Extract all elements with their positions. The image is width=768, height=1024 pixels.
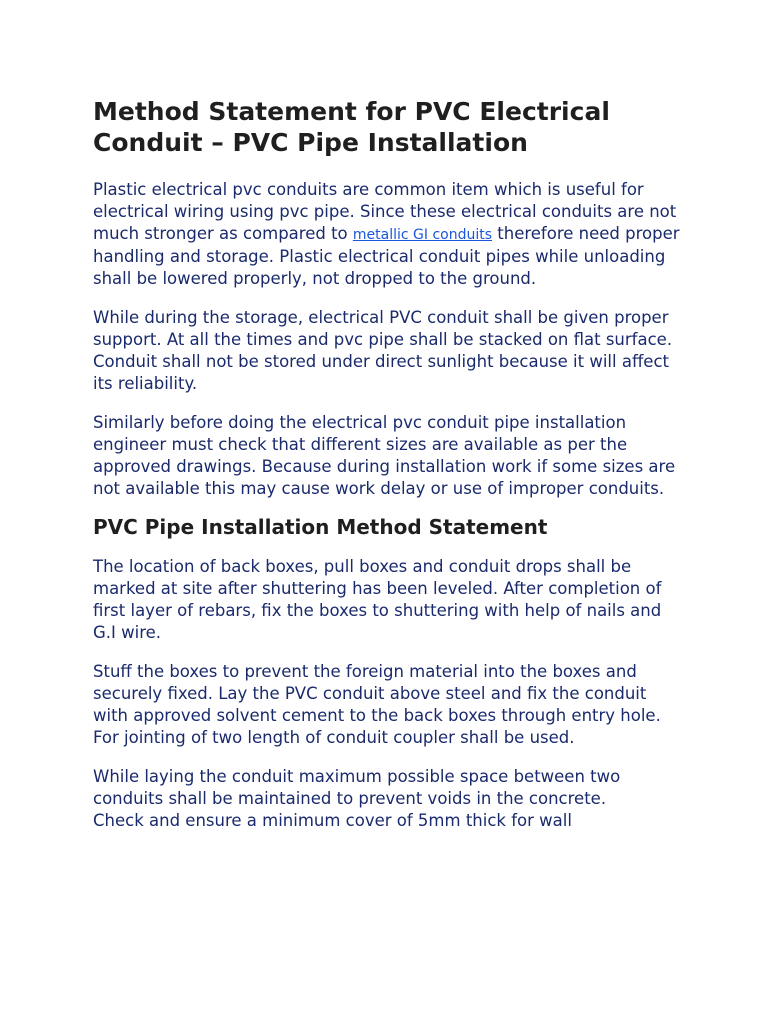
intro-text-before-link: Plastic electrical pvc conduits are common item which is useful for electrical wiring using pvc pipe. Since these electrical conduits are not much stronger as compared to [93,180,677,243]
laying-conduit-paragraph: While laying the conduit maximum possible space between two conduits shall be maintained to prevent voids in the concrete. Check and ensure a minimum cover of 5mm thick for wall [93,767,621,830]
metallic-gi-conduits-link[interactable]: metallic GI conduits [352,227,493,243]
intro-paragraph [93,179,683,290]
storage-paragraph: While during the storage, electrical PVC conduit shall be given proper support. At all the times and pvc pipe shall be stacked on flat surface. Conduit shall not be stored under direct sunlight because it will affect its reliability. [93,308,673,393]
document-page [93,96,693,832]
sizes-paragraph: Similarly before doing the electrical pvc conduit pipe installation engineer must check that different sizes are available as per the approved drawings. Because during installation work if some sizes are not available this may cause work delay or use of improper conduits. [93,413,676,498]
back-boxes-paragraph: The location of back boxes, pull boxes and conduit drops shall be marked at site after shuttering has been leveled. After completion of first layer of rebars, fix the boxes to shuttering with help of nails and G.I wire. [93,557,662,642]
stuff-boxes-paragraph: Stuff the boxes to prevent the foreign material into the boxes and securely fixed. Lay the PVC conduit above steel and fix the conduit with approved solvent cement to the back boxes through entry hole. For jointing of two length of conduit coupler shall be used. [93,662,661,747]
page-title: Method Statement for PVC Electrical Conduit – PVC Pipe Installation [93,97,610,157]
section-heading: PVC Pipe Installation Method Statement [93,515,548,539]
intro-text-after-link: therefore need proper handling and storage. Plastic electrical conduit pipes while unloading shall be lowered properly, not dropped to the ground. [93,224,680,288]
